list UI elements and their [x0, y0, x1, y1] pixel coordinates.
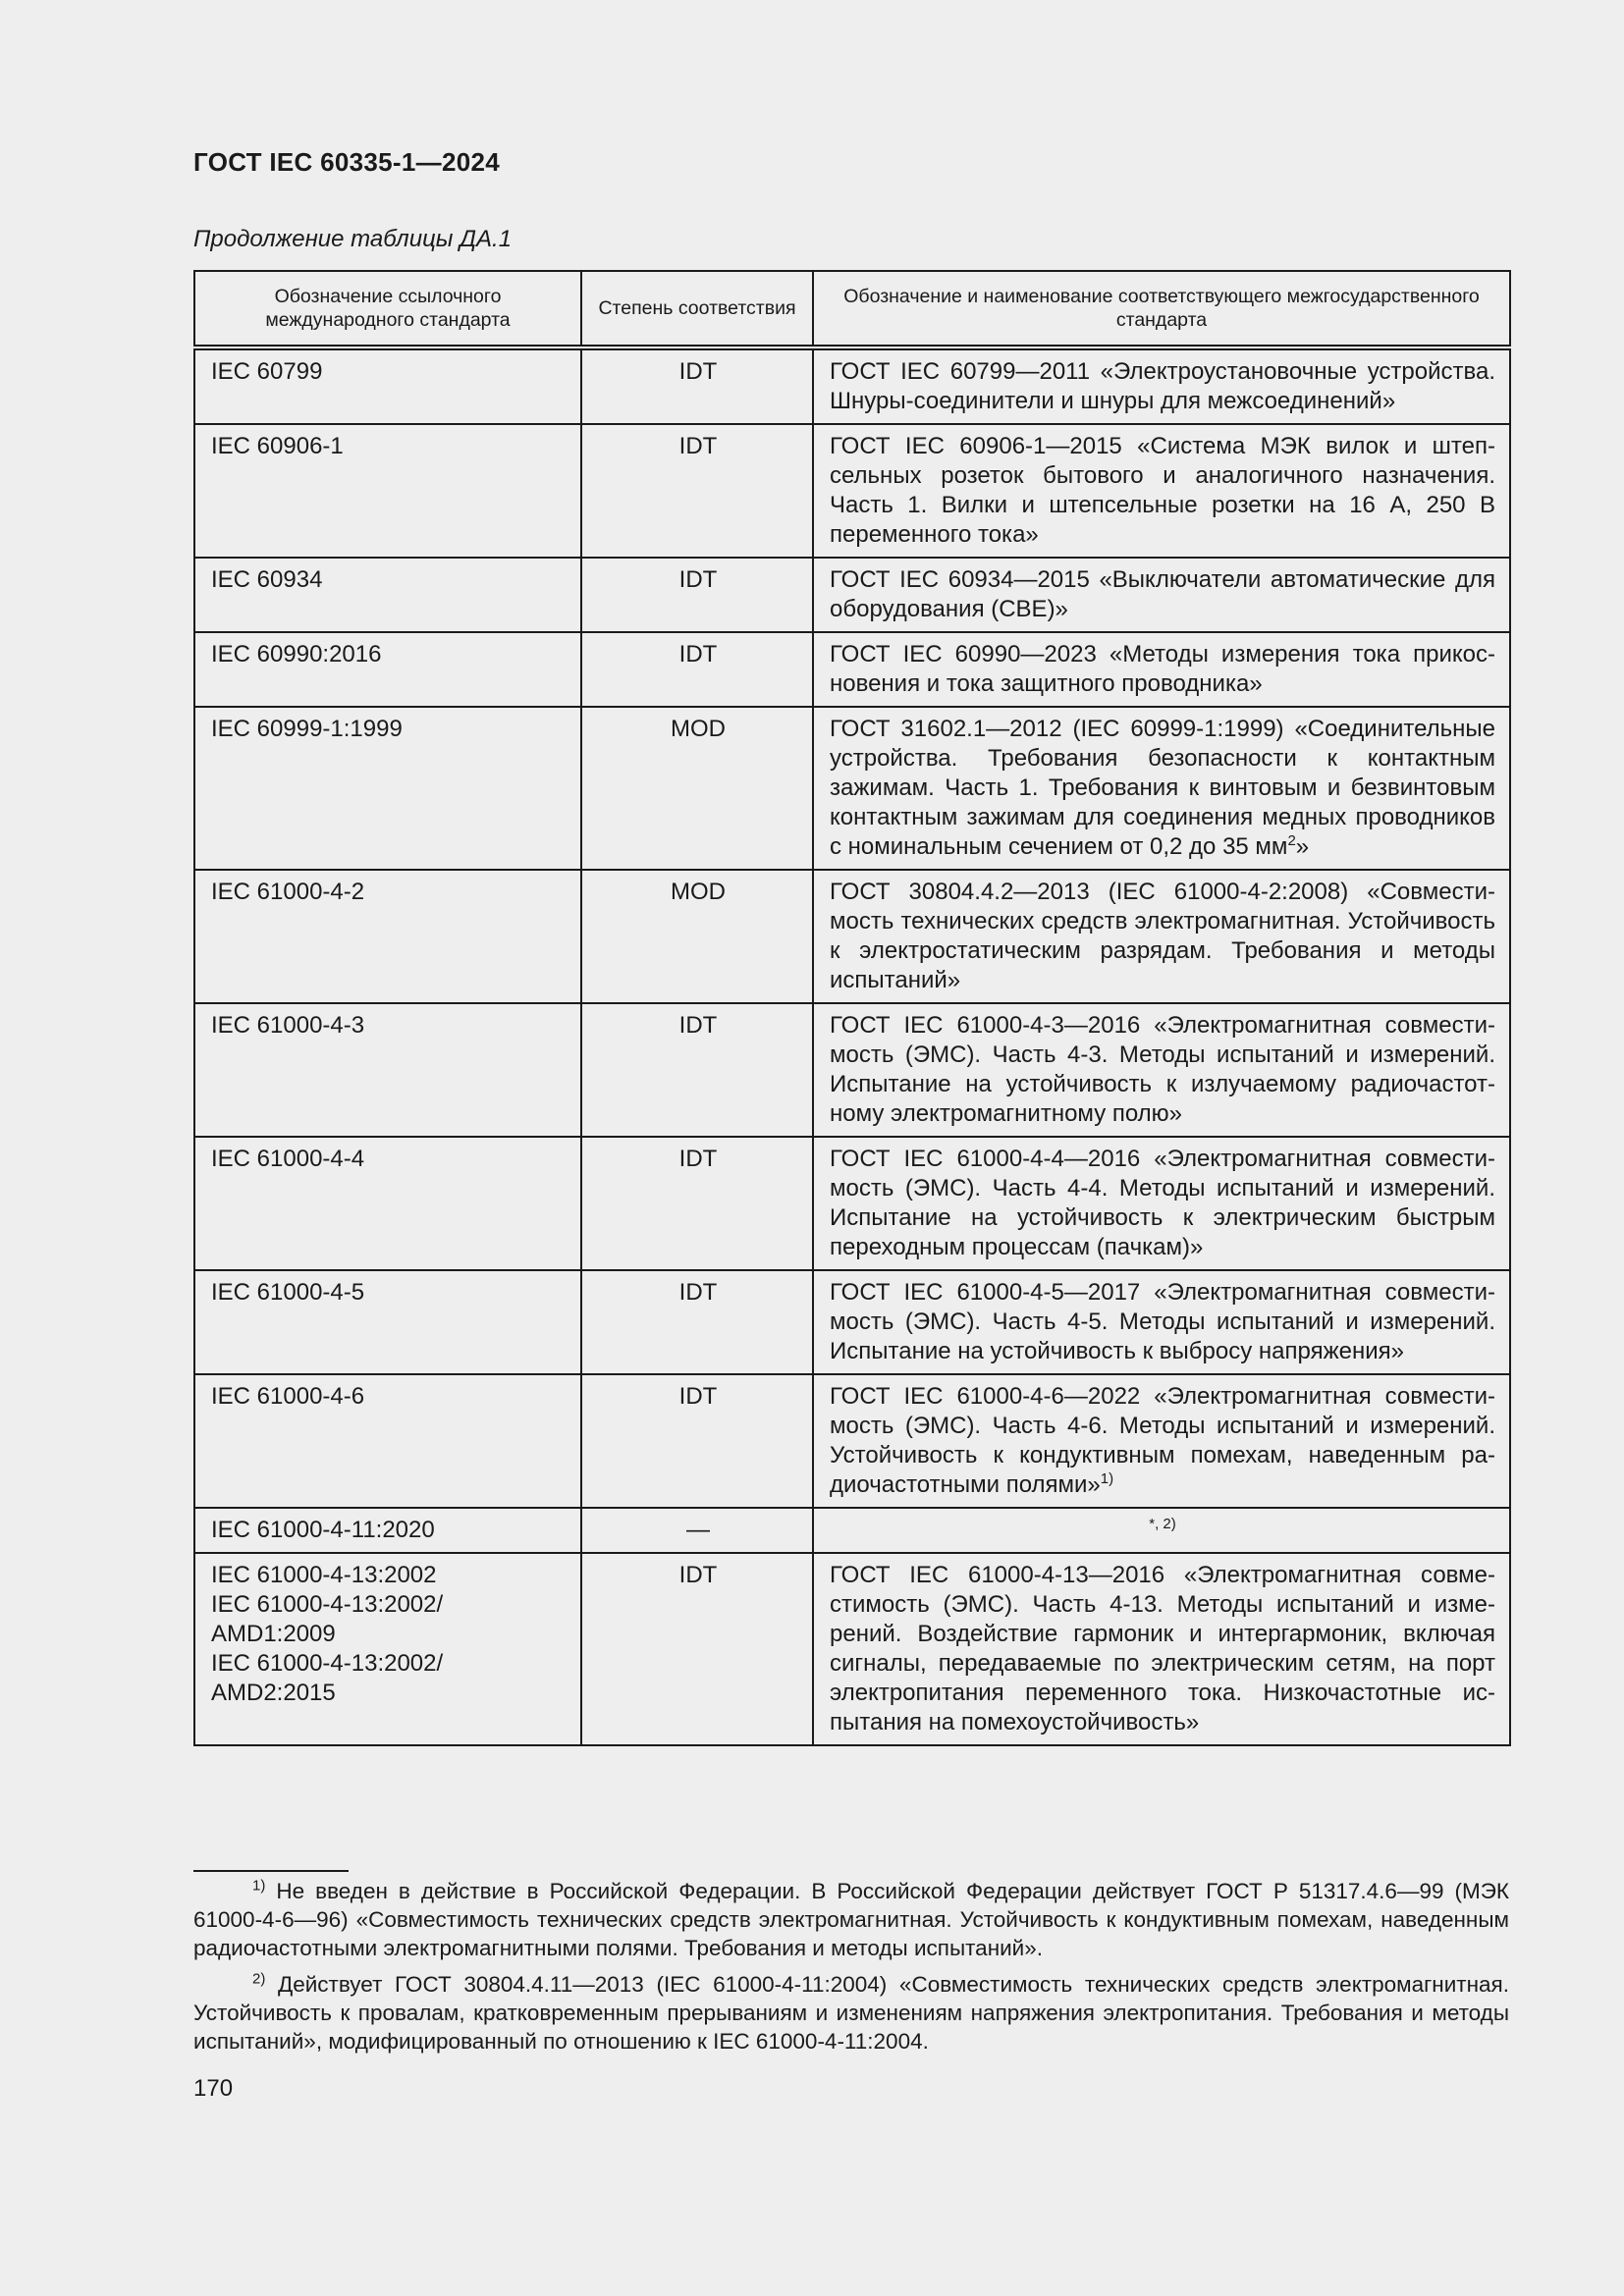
degree-cell: IDT — [581, 1137, 813, 1270]
ref-line: IEC 61000-4-13:2002 — [211, 1562, 437, 1588]
ref-cell: IEC 60934 — [194, 558, 581, 632]
table-row — [194, 424, 1510, 558]
table-row — [194, 1374, 1510, 1508]
document-header: ГОСТ IEC 60335-1—2024 — [193, 147, 500, 177]
desc-cell: ГОСТ IEC 61000-4-5—2017 «Электромагнитная совместимость (ЭМС). Часть 4-5. Методы испытаний и измерений. Испытание на устойчивость к выбросу напряжения» — [813, 1270, 1510, 1374]
ref-cell: IEC 61000-4-4 — [194, 1137, 581, 1270]
page-number: 170 — [193, 2075, 234, 2102]
standards-table — [193, 270, 1511, 1746]
degree-cell: MOD — [581, 707, 813, 870]
ref-cell: IEC 61000-4-6 — [194, 1374, 581, 1508]
footnote-text: Действует ГОСТ 30804.4.11—2013 (IEC 61000-4-11:2004) «Совместимость технических средств электромагнитная. Устойчивость к провалам, кратковременным прерываниям и изменениям напряжения электропитания. Требования и методы испытаний», модифицированный по отношению к IEC 61000-4-11:2004. — [193, 1972, 1509, 2054]
ref-cell: IEC 60906-1 — [194, 424, 581, 558]
desc-cell: ГОСТ 30804.4.2—2013 (IEC 61000-4-2:2008) «Совместимость технических средств электромагнитная. Устойчивость к электростатическим разрядам. Требования и методы испытаний» — [813, 870, 1510, 1003]
degree-cell: IDT — [581, 558, 813, 632]
footnote-1 — [193, 1877, 1509, 1962]
desc-cell: ГОСТ IEC 61000-4-3—2016 «Электромагнитная совместимость (ЭМС). Часть 4-3. Методы испытаний и измерений. Испытание на устойчивость к излучаемому радиочастотному электромагнитному полю» — [813, 1003, 1510, 1137]
desc-cell: ГОСТ IEC 61000-4-13—2016 «Электромагнитная совместимость (ЭМС). Часть 4-13. Методы испытаний и измерений. Воздействие гармоник и интергармоник, включая сигналы, передаваемые по электрическим сетям, на порт электропитания переменного тока. Низкочастотные испытания на помехоустойчивость» — [813, 1553, 1510, 1745]
table-row — [194, 632, 1510, 707]
degree-cell: IDT — [581, 424, 813, 558]
degree-cell: IDT — [581, 632, 813, 707]
desc-cell: ГОСТ IEC 60799—2011 «Электроустановочные устройства. Шнуры-соединители и шнуры для межсоединений» — [813, 347, 1510, 424]
degree-cell: IDT — [581, 1003, 813, 1137]
table-caption: Продолжение таблицы ДА.1 — [193, 226, 513, 252]
footnote-text: Не введен в действие в Российской Федерации. В Российской Федерации действует ГОСТ Р 51317.4.6—99 (МЭК 61000-4-6—96) «Совместимость технических средств электромагнитная. Устойчивость к кондуктивным помехам, наведенным радиочастотными электромагнитными полями. Требования и методы испытаний». — [193, 1879, 1509, 1960]
table-row — [194, 1270, 1510, 1374]
table-row — [194, 870, 1510, 1003]
header-degree: Степень соответствия — [581, 271, 813, 347]
degree-cell: IDT — [581, 1270, 813, 1374]
desc-cell — [813, 1508, 1510, 1553]
ref-line: IEC 61000-4-13:2002/ — [211, 1650, 444, 1677]
ref-cell: IEC 61000-4-5 — [194, 1270, 581, 1374]
header-ref-standard: Обозначение ссылочного международного стандарта — [194, 271, 581, 347]
desc-tail: » — [1295, 833, 1310, 860]
table-row — [194, 558, 1510, 632]
desc-cell — [813, 1374, 1510, 1508]
ref-cell: IEC 61000-4-11:2020 — [194, 1508, 581, 1553]
header-interstate-standard: Обозначение и наименование соответствующего межгосударственного стандарта — [813, 271, 1510, 347]
ref-line: AMD1:2009 — [211, 1621, 336, 1647]
ref-cell — [194, 1553, 581, 1745]
degree-cell: MOD — [581, 870, 813, 1003]
footnote-mark: 2) — [252, 1970, 266, 1988]
desc-superscript: 2 — [1287, 832, 1296, 849]
ref-cell: IEC 60799 — [194, 347, 581, 424]
desc-cell: ГОСТ IEC 60934—2015 «Выключатели автоматические для оборудования (CBE)» — [813, 558, 1510, 632]
footnotes — [193, 1877, 1509, 2063]
degree-cell: IDT — [581, 1553, 813, 1745]
ref-line: IEC 61000-4-13:2002/ — [211, 1591, 444, 1618]
ref-cell: IEC 60999-1:1999 — [194, 707, 581, 870]
desc-cell: ГОСТ IEC 61000-4-4—2016 «Электромагнитная совместимость (ЭМС). Часть 4-4. Методы испытаний и измерений. Испытание на устойчивость к электрическим быстрым переходным процессам (пачкам)» — [813, 1137, 1510, 1270]
ref-cell: IEC 61000-4-2 — [194, 870, 581, 1003]
table-row — [194, 1137, 1510, 1270]
table-row — [194, 707, 1510, 870]
desc-cell: ГОСТ IEC 60906-1—2015 «Система МЭК вилок и штепсельных розеток бытового и аналогичного назначения. Часть 1. Вилки и штепсельные розетки на 16 А, 250 В переменного тока» — [813, 424, 1510, 558]
table-row — [194, 1508, 1510, 1553]
ref-cell: IEC 60990:2016 — [194, 632, 581, 707]
ref-cell: IEC 61000-4-3 — [194, 1003, 581, 1137]
table-row — [194, 1003, 1510, 1137]
footnote-2 — [193, 1970, 1509, 2056]
desc-text: ГОСТ IEC 61000-4-6—2022 «Электромагнитная совместимость (ЭМС). Часть 4-6. Методы испытаний и измерений. Устойчивость к кондуктивным помехам, наведенным радиочастотными полями» — [830, 1383, 1495, 1498]
desc-cell — [813, 707, 1510, 870]
degree-cell: IDT — [581, 1374, 813, 1508]
desc-cell: ГОСТ IEC 60990—2023 «Методы измерения тока прикосновения и тока защитного проводника» — [813, 632, 1510, 707]
footnote-separator — [193, 1870, 349, 1872]
degree-cell: IDT — [581, 347, 813, 424]
degree-cell: — — [581, 1508, 813, 1553]
ref-line: AMD2:2015 — [211, 1680, 336, 1706]
table-header-row — [194, 271, 1510, 347]
desc-superscript: 1) — [1100, 1470, 1114, 1487]
table-row — [194, 1553, 1510, 1745]
table-row — [194, 347, 1510, 424]
desc-text: ГОСТ 31602.1—2012 (IEC 60999-1:1999) «Соединительные устройства. Требования безопасности к контактным зажимам. Часть 1. Требования к винтовым и безвинтовым контактным зажимам для соединения медных проводников с номинальным сечением от 0,2 до 35 мм — [830, 716, 1495, 860]
footnote-mark: 1) — [252, 1877, 266, 1895]
desc-superscript: *, 2) — [1149, 1516, 1176, 1532]
